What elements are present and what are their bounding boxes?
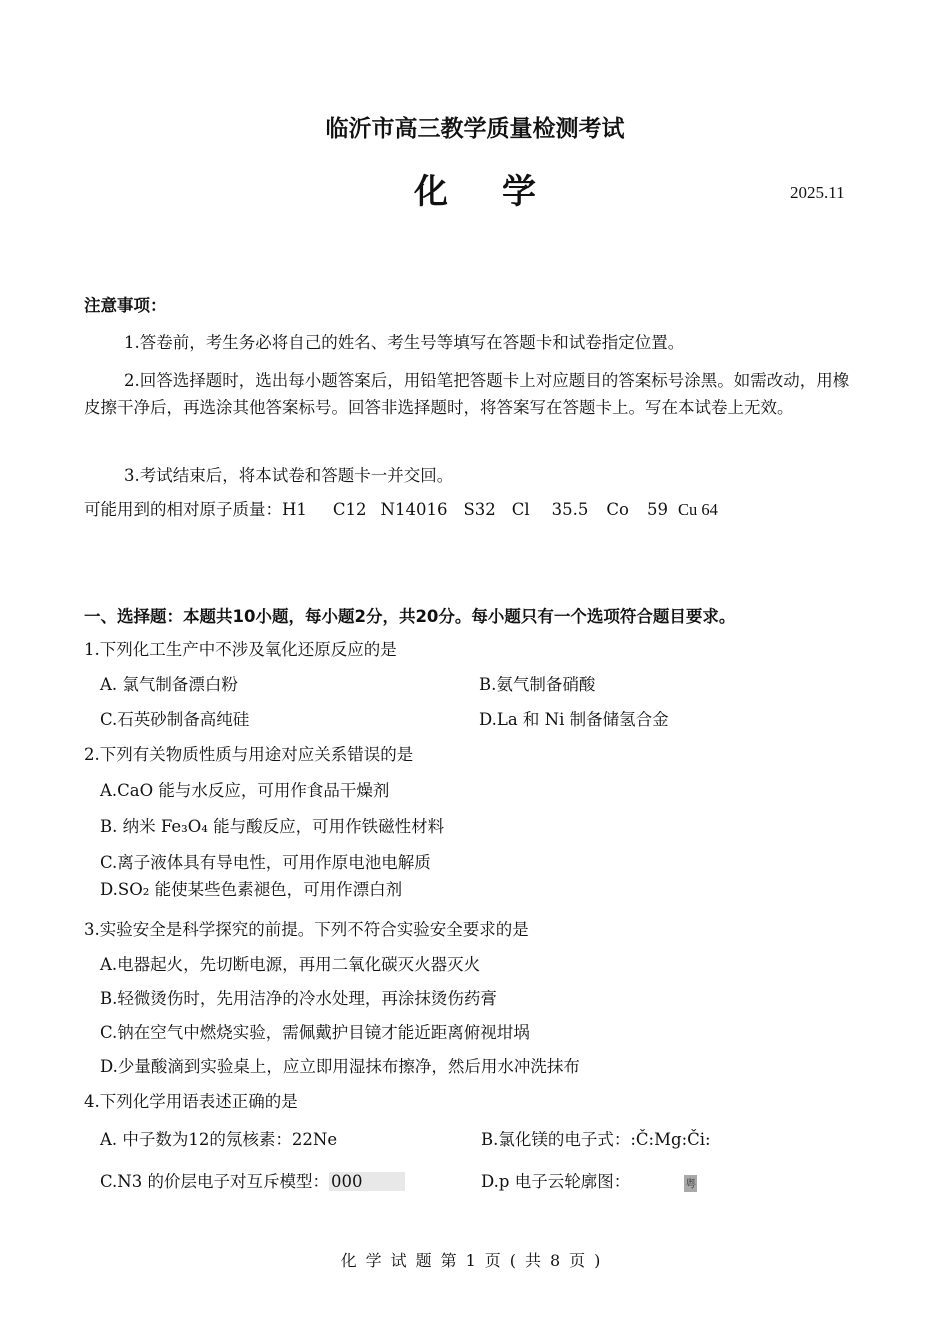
page-footer: 化学试题第1页(共8页) — [340, 1251, 610, 1270]
mass-cl-value: 35.5 — [551, 500, 589, 519]
exam-date: 2025.11 — [790, 183, 845, 202]
p-orbital-image: 粤 — [685, 1177, 697, 1190]
mass-h: H1 — [282, 500, 307, 519]
q2-stem: 2.下列有关物质性质与用途对应关系错误的是 — [84, 745, 414, 764]
q1-option-a: A. 氯气制备漂白粉 — [100, 675, 238, 694]
q3-option-b: B.轻微烫伤时，先用洁净的冷水处理，再涂抹烫伤药膏 — [100, 989, 497, 1008]
q4-option-c — [100, 1168, 405, 1192]
mass-co-value: 59 — [646, 500, 668, 519]
q1-option-b: B.氨气制备硝酸 — [479, 675, 596, 694]
subject-title: 化学 — [414, 172, 590, 212]
q4-option-b: B.氯化镁的电子式：:Č:Mg:Či: — [481, 1130, 711, 1149]
q2-option-d: D.SO₂ 能使某些色素褪色，可用作漂白剂 — [100, 880, 403, 899]
exam-title: 临沂市高三教学质量检测考试 — [325, 116, 625, 142]
vsepr-model-image: 000 — [329, 1172, 405, 1191]
section1-heading: 一、选择题：本题共10小题，每小题2分，共20分。每小题只有一个选项符合题目要求。 — [84, 607, 736, 626]
mass-co-symbol: Co — [606, 500, 629, 519]
notice-item-3: 3.考试结束后，将本试卷和答题卡一并交回。 — [124, 466, 454, 485]
notice-item-2: 2.回答选择题时，选出每小题答案后，用铅笔把答题卡上对应题目的答案标号涂黑。如需改动，用橡皮擦干净后，再选涂其他答案标号。回答非选择题时，将答案写在答题卡上。写在本试卷上无效。 — [84, 371, 850, 417]
q1-option-d: D.La 和 Ni 制备储氢合金 — [479, 710, 669, 729]
q3-option-a: A.电器起火，先切断电源，再用二氧化碳灭火器灭火 — [100, 955, 481, 974]
mass-c: C12 — [332, 500, 367, 519]
q3-option-c: C.钠在空气中燃烧实验，需佩戴护目镜才能近距离俯视坩埚 — [100, 1023, 530, 1042]
atomic-mass-line — [84, 496, 718, 520]
mass-n-o: N14016 — [380, 500, 448, 519]
q4-stem: 4.下列化学用语表述正确的是 — [84, 1092, 298, 1111]
q1-stem: 1.下列化工生产中不涉及氧化还原反应的是 — [84, 640, 397, 659]
q3-stem: 3.实验安全是科学探究的前提。下列不符合实验安全要求的是 — [84, 920, 529, 939]
q4-option-d — [481, 1168, 697, 1192]
q4-option-d-label: D.p 电子云轮廓图： — [481, 1172, 631, 1191]
notice-item-1: 1.答卷前，考生务必将自己的姓名、考生号等填写在答题卡和试卷指定位置。 — [124, 333, 685, 352]
q1-option-c: C.石英砂制备高纯硅 — [100, 710, 250, 729]
atomic-mass-label: 可能用到的相对原子质量： — [84, 500, 282, 519]
mass-cl-symbol: Cl — [511, 500, 530, 519]
mass-s: S32 — [463, 500, 496, 519]
mass-cu: Cu 64 — [677, 500, 718, 519]
q4-option-c-label: C.N3 的价层电子对互斥模型： — [100, 1172, 329, 1191]
notice-heading: 注意事项： — [84, 296, 167, 315]
q2-option-c: C.离子液体具有导电性，可用作原电池电解质 — [100, 853, 431, 872]
q3-option-d: D.少量酸滴到实验桌上，应立即用湿抹布擦净，然后用水冲洗抹布 — [100, 1057, 580, 1076]
q2-option-a: A.CaO 能与水反应，可用作食品干燥剂 — [100, 781, 390, 800]
q2-option-b: B. 纳米 Fe₃O₄ 能与酸反应，可用作铁磁性材料 — [100, 817, 445, 836]
q4-option-a: A. 中子数为12的氖核素：22Ne — [100, 1130, 338, 1149]
